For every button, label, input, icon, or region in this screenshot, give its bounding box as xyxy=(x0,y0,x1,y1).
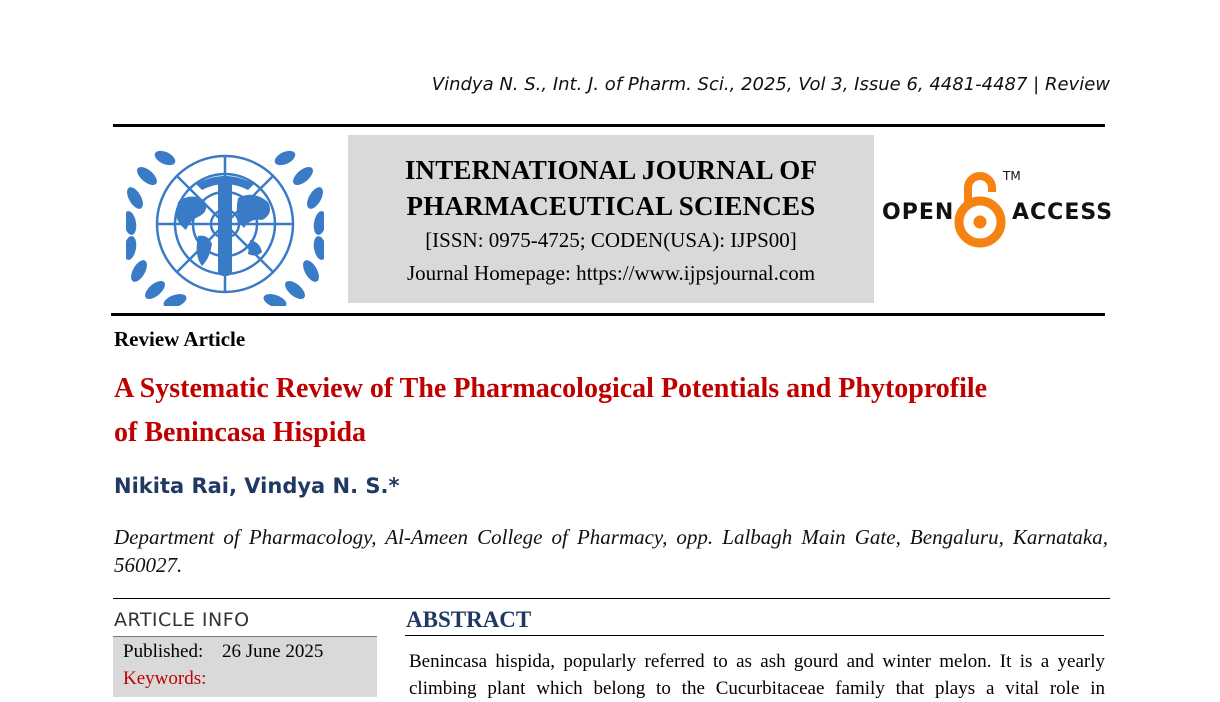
published-date: 26 June 2025 xyxy=(222,641,324,662)
abstract-text: Benincasa hispida, popularly referred to as ash gourd and winter melon. It is a yearly climbing plant which belong to the Cucurbitaceae family that plays a vital role in xyxy=(409,651,1105,699)
published-label: Published: xyxy=(123,641,204,662)
journal-banner xyxy=(348,135,874,303)
header-top-rule xyxy=(113,124,1105,127)
journal-title-line1: INTERNATIONAL JOURNAL OF xyxy=(404,155,818,185)
trademark-symbol: TM xyxy=(1003,169,1021,183)
journal-homepage[interactable]: Journal Homepage: https://www.ijpsjournal.com xyxy=(406,261,816,285)
article-info-heading: ARTICLE INFO xyxy=(114,609,250,631)
citation-header: Vindya N. S., Int. J. of Pharm. Sci., 2025, Vol 3, Issue 6, 4481-4487 | Review xyxy=(431,74,1110,95)
author-list: Nikita Rai, Vindya N. S.* xyxy=(114,474,400,498)
journal-issn: [ISSN: 0975-4725; CODEN(USA): IJPS00] xyxy=(425,228,797,252)
open-access-access-text: ACCESS xyxy=(1012,200,1114,225)
section-divider xyxy=(113,598,1110,599)
author-affiliation: Department of Pharmacology, Al-Ameen College of Pharmacy, opp. Lalbagh Main Gate, Bengaluru, Karnataka, 560027. xyxy=(114,525,1108,577)
journal-title-line2: PHARMACEUTICAL SCIENCES xyxy=(406,191,816,221)
article-type: Review Article xyxy=(114,327,246,351)
un-emblem-icon xyxy=(126,140,324,306)
open-access-open-text: OPEN xyxy=(882,200,955,225)
keywords-label: Keywords: xyxy=(123,668,207,689)
abstract-heading: ABSTRACT xyxy=(406,607,532,632)
header-bottom-rule xyxy=(111,313,1105,316)
abstract-rule xyxy=(405,635,1104,636)
article-title: A Systematic Review of The Pharmacological Potentials and Phytoprofile of Benincasa Hispida xyxy=(114,373,988,448)
